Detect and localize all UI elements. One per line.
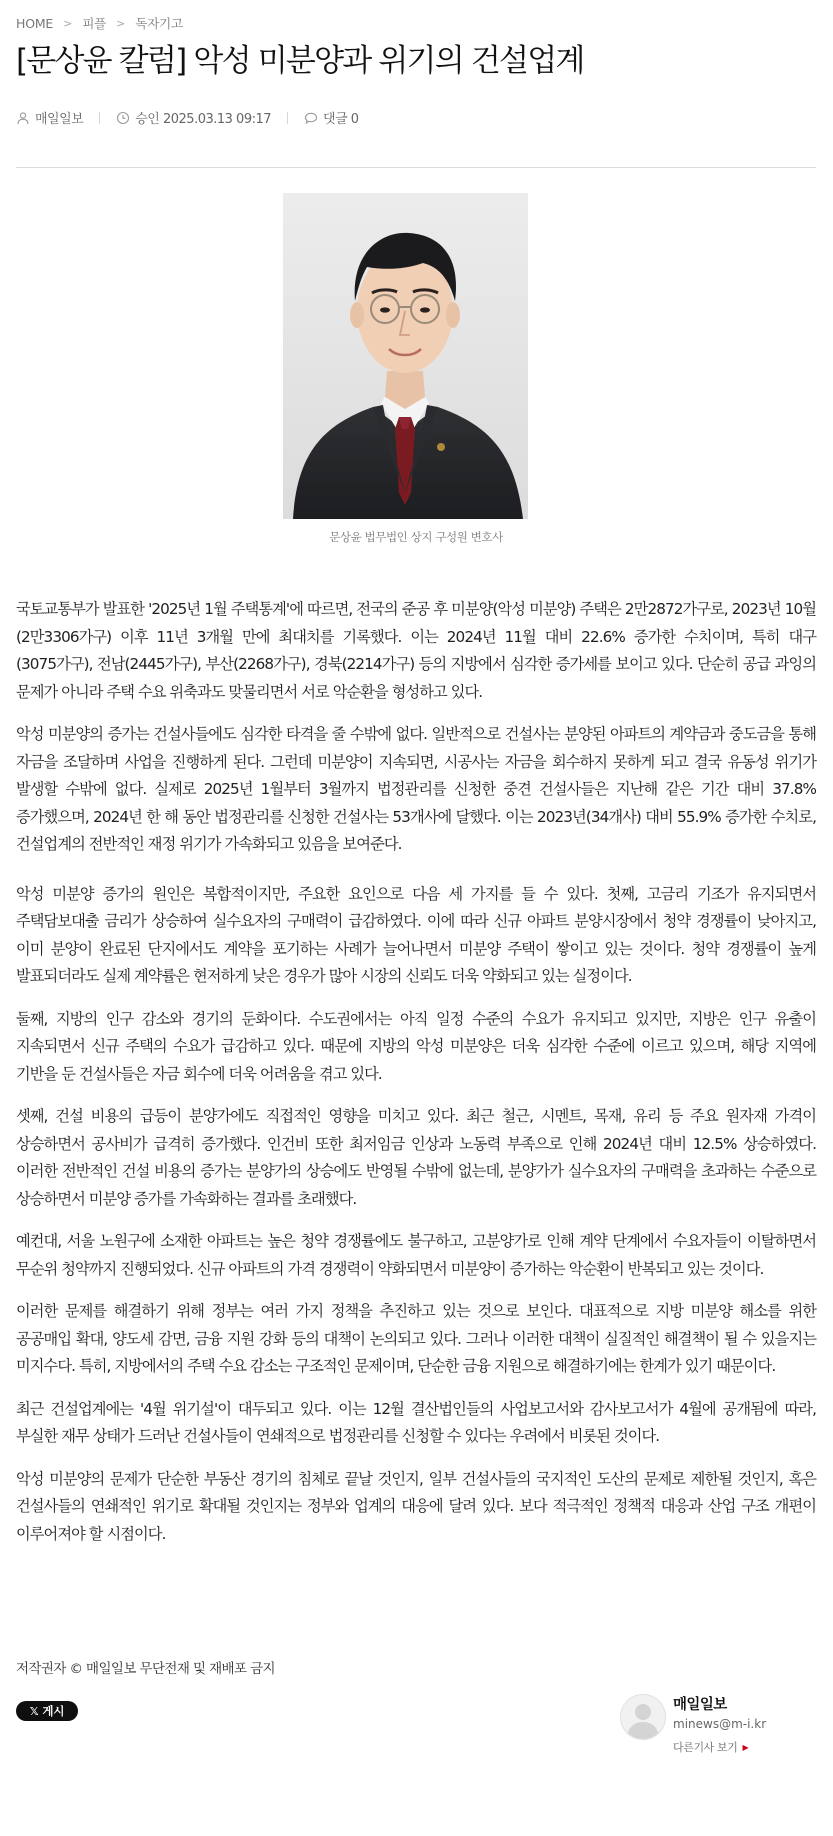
article-paragraph: 둘째, 지방의 인구 감소와 경기의 둔화이다. 수도권에서는 아직 일정 수준의 수요가 유지되고 있지만, 지방은 인구 유출이 지속되면서 신규 주택의 수요가 급감하고 있다. 때문에 지방의 악성 미분양은 더욱 심각한 수준에 이르고 있으며, 해당 지역에 기반을 둔 건설사들은 자금 회수에 더욱 어려움을 겪고 있다. xyxy=(16,1009,816,1083)
article-meta xyxy=(16,108,359,127)
reporter-email[interactable]: minews@m-i.kr xyxy=(673,1717,767,1731)
meta-author xyxy=(16,108,83,127)
article-paragraph: 악성 미분양 증가의 원인은 복합적이지만, 주요한 요인으로 다음 세 가지를 들 수 있다. 첫째, 고금리 기조가 유지되면서 주택담보대출 금리가 상승하여 실수요자의 구매력이 급감하였다. 이에 따라 신규 아파트 분양시장에서 청약 경쟁률이 낮아지고, 이미 분양이 완료된 단지에서도 계약을 포기하는 사례가 늘어나면서 미분양 주택이 쌓이고 있는 것이다. 청약 경쟁률이 높게 발표되더라도 실제 계약률은 현저하게 낮은 경우가 많아 시장의 신뢰도 더욱 약화되고 있는 실정이다. xyxy=(16,884,816,985)
clock-icon xyxy=(116,111,130,125)
article-paragraph: 최근 건설업계에는 '4월 위기설'이 대두되고 있다. 이는 12월 결산법인들의 사업보고서와 감사보고서가 4월에 공개됨에 따라, 부실한 재무 상태가 드러난 건설사들이 연쇄적으로 법정관리를 신청할 수 있다는 우려에서 비롯된 것이다. xyxy=(16,1399,816,1445)
x-share-button[interactable] xyxy=(16,1701,78,1721)
meta-divider xyxy=(287,112,288,124)
article-paragraph: 예컨대, 서울 노원구에 소재한 아파트는 높은 청약 경쟁률에도 불구하고, 고분양가로 인해 계약 단계에서 수요자들이 이탈하면서 무순위 청약까지 진행되었다. 신규 아파트의 가격 경쟁력이 약화되면서 미분양이 증가하는 악순환이 반복되고 있는 것이다. xyxy=(16,1232,816,1278)
breadcrumb-contribution[interactable]: 독자기고 xyxy=(135,16,183,31)
more-articles-label: 다른기사 보기 xyxy=(673,1741,738,1754)
user-icon xyxy=(16,111,30,125)
approved-datetime: 승인 2025.03.13 09:17 xyxy=(135,112,272,127)
article-paragraph: 국토교통부가 발표한 '2025년 1월 주택통계'에 따르면, 전국의 준공 후 미분양(악성 미분양) 주택은 2만2872가구로, 2023년 10월(2만3306가구) 이후 11년 3개월 만에 최대치를 기록했다. 이는 2024년 11월 대비 22.6% 증가한 수치이며, 특히 대구(3075가구), 전남(2445가구), 부산(2268가구), 경북(2214가구) 등의 지방에서 심각한 증가세를 보이고 있다. 단순히 공급 과잉의 문제가 아니라 주택 수요 위축과도 맞물리면서 서로 악순환을 형성하고 있다. xyxy=(16,600,816,701)
article-paragraph: 이러한 문제를 해결하기 위해 정부는 여러 가지 정책을 추진하고 있는 것으로 보인다. 대표적으로 지방 미분양 해소를 위한 공공매입 확대, 양도세 감면, 금융 지원 강화 등의 대책이 논의되고 있다. 그러나 이러한 대책이 실질적인 해결책이 될 수 있을지는 미지수다. 특히, 지방에서의 주택 수요 감소는 구조적인 문제이며, 단순한 금융 지원으로 해결하기에는 한계가 있기 때문이다. xyxy=(16,1302,816,1375)
portrait-photo xyxy=(283,193,528,519)
reporter-name: 매일일보 xyxy=(673,1697,727,1713)
breadcrumb-people[interactable]: 피플 xyxy=(82,16,107,31)
speech-bubble-icon xyxy=(304,111,318,125)
article-paragraph: 셋째, 건설 비용의 급등이 분양가에도 직접적인 영향을 미치고 있다. 최근 철근, 시멘트, 목재, 유리 등 주요 원자재 가격이 상승하면서 공사비가 급격히 증가했다. 인건비 또한 최저임금 인상과 노동력 부족으로 인해 2024년 대비 12.5% 상승하였다. 이러한 전반적인 건설 비용의 증가는 분양가의 상승에도 반영될 수밖에 없는데, 분양가가 실수요자의 구매력을 초과하는 수준으로 상승하면서 미분양 증가를 가속화하는 결과를 초래했다. xyxy=(16,1107,816,1208)
breadcrumb-home[interactable]: HOME xyxy=(16,15,54,31)
x-share-label: 게시 xyxy=(42,1704,65,1718)
meta-date xyxy=(116,108,271,127)
reporter-card xyxy=(620,1693,816,1763)
meta-comments[interactable] xyxy=(304,108,359,127)
comment-count: 댓글 0 xyxy=(323,112,359,127)
page-title: [문상윤 칼럼] 악성 미분양과 위기의 건설업계 xyxy=(16,43,584,79)
meta-divider xyxy=(99,112,100,124)
article-paragraph: 악성 미분양의 문제가 단순한 부동산 경기의 침체로 끝날 것인지, 일부 건설사들의 국지적인 도산의 문제로 제한될 것인지, 혹은 건설사들의 연쇄적인 위기로 확대될 것인지는 정부와 업계의 대응에 달려 있다. 보다 적극적인 정책적 대응과 산업 구조 개편이 이루어져야 할 시점이다. xyxy=(16,1469,816,1543)
copyright-notice: 저작권자 © 매일일보 무단전재 및 재배포 금지 xyxy=(16,1661,275,1677)
header-divider xyxy=(16,167,816,168)
chevron-right-icon: > xyxy=(116,16,126,30)
chevron-right-icon: > xyxy=(63,16,73,30)
default-avatar-icon xyxy=(621,1695,665,1739)
article-body xyxy=(16,596,816,1563)
breadcrumb xyxy=(16,14,183,32)
photo-caption: 문상윤 법무법인 상지 구성원 변호사 xyxy=(329,530,503,544)
play-arrow-icon: ▶ xyxy=(742,1742,749,1752)
more-articles-link[interactable] xyxy=(673,1739,748,1755)
x-logo-icon: 𝕏 xyxy=(29,1704,39,1718)
article-paragraph: 악성 미분양의 증가는 건설사들에도 심각한 타격을 줄 수밖에 없다. 일반적으로 건설사는 분양된 아파트의 계약금과 중도금을 통해 자금을 조달하며 사업을 진행하게 된다. 그런데 미분양이 지속되면, 시공사는 자금을 회수하지 못하게 되고 결국 유동성 위기가 발생할 수밖에 없다. 실제로 2025년 1월부터 3월까지 법정관리를 신청한 중견 건설사들은 지난해 같은 기간 대비 37.8% 증가했으며, 2024년 한 해 동안 법정관리를 신청한 건설사는 53개사에 달했다. 이는 2023년(34개사) 대비 55.9% 증가한 수치로, 건설업계의 전반적인 재정 위기가 가속화되고 있음을 보여준다. xyxy=(16,725,816,853)
avatar xyxy=(620,1694,666,1740)
portrait-illustration xyxy=(283,193,528,519)
author-name: 매일일보 xyxy=(35,112,84,127)
